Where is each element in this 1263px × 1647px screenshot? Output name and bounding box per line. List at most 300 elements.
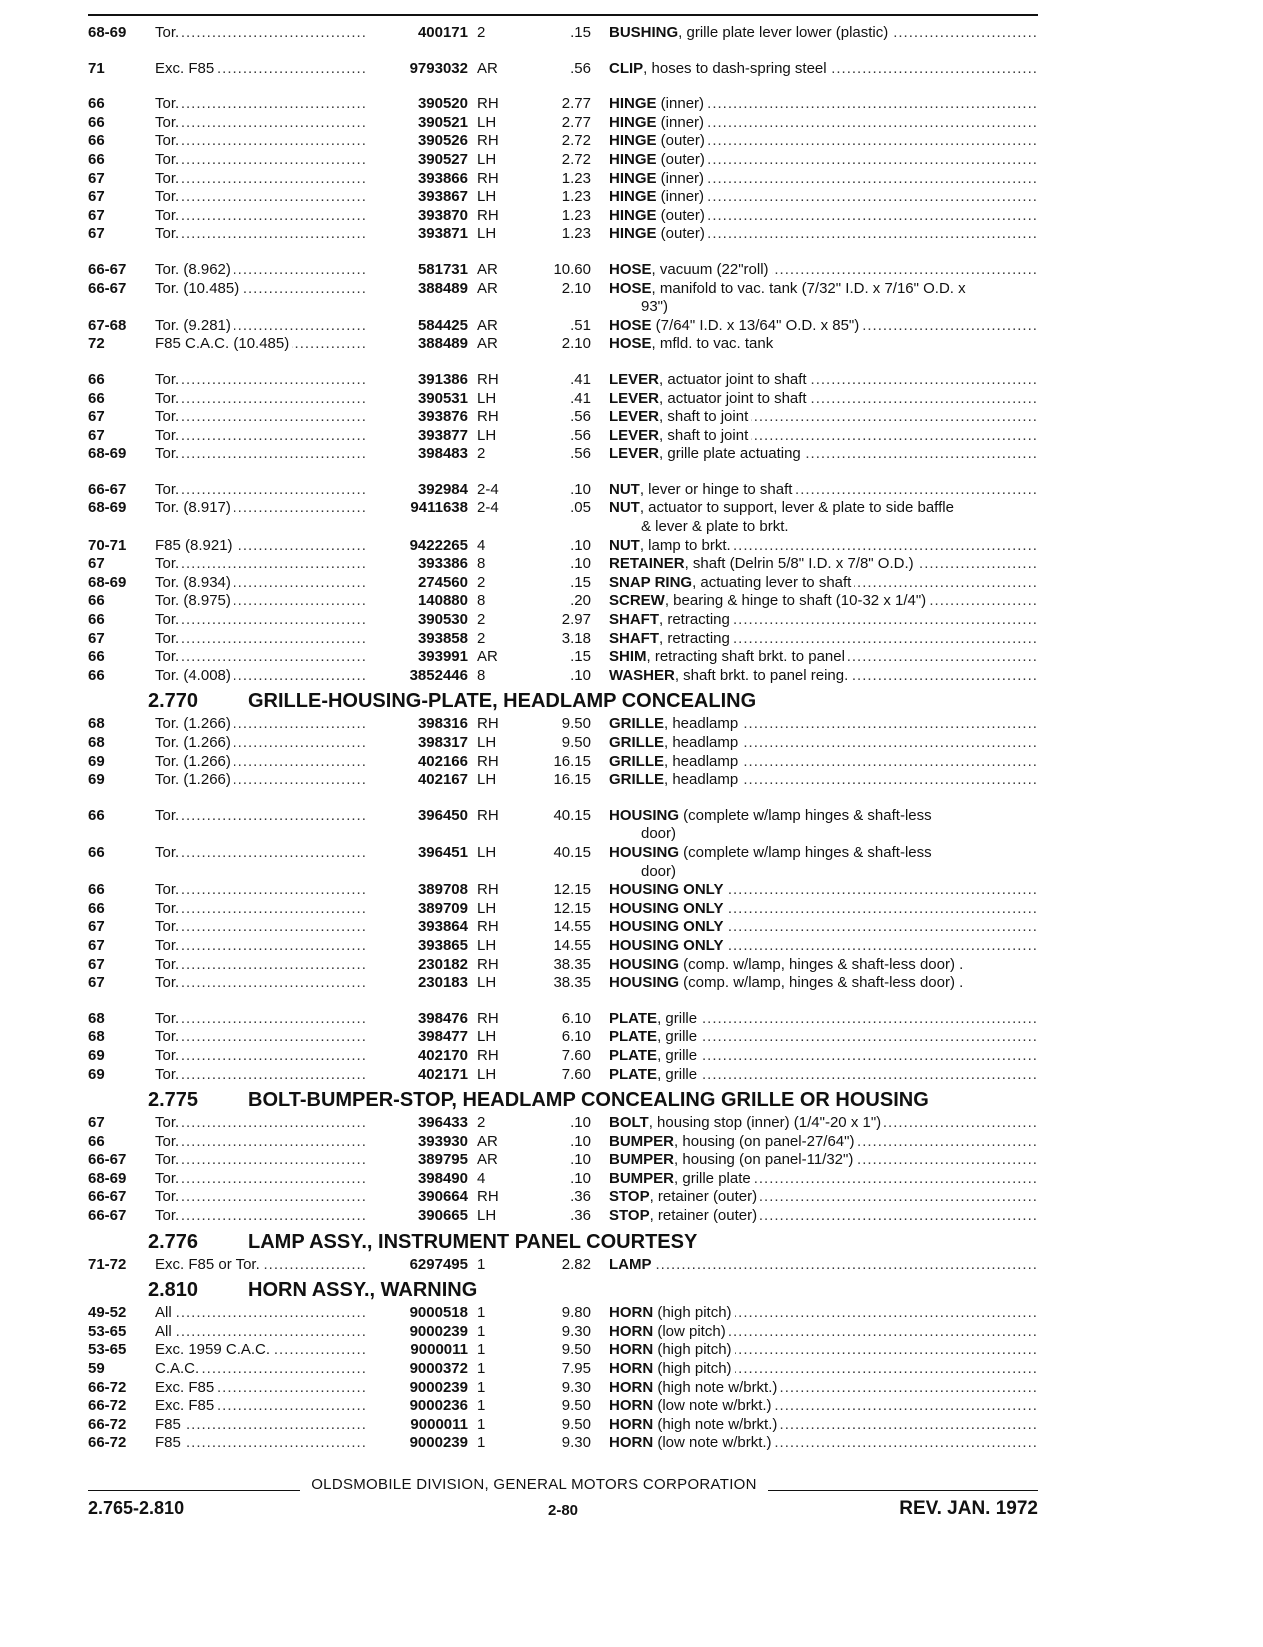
- part-row: [88, 555, 1038, 574]
- quantity: AR: [477, 260, 498, 278]
- price: .10: [570, 1114, 591, 1132]
- part-name: HORN: [609, 1434, 654, 1452]
- price: .05: [570, 499, 591, 517]
- description-text: [609, 1114, 884, 1131]
- part-name: LEVER: [609, 445, 660, 463]
- part-row: [88, 1170, 1038, 1189]
- description-text: [609, 335, 776, 352]
- quantity: AR: [477, 1132, 498, 1150]
- description-text: [609, 371, 810, 388]
- part-name: LEVER: [609, 370, 660, 388]
- part-row: [88, 207, 1038, 226]
- description: [609, 1379, 1038, 1398]
- part-number: 9793032: [368, 60, 468, 79]
- application-text: Tor.: [155, 225, 182, 242]
- part-detail: (low note w/brkt.): [653, 1397, 772, 1415]
- part-number: 3852446: [368, 667, 468, 686]
- part-name: SNAP RING: [609, 573, 693, 591]
- part-number: 230183: [368, 974, 468, 993]
- description-text: [609, 555, 917, 572]
- description: [609, 170, 1038, 189]
- parts-group-c: [88, 1114, 1038, 1226]
- application-text: Tor.: [155, 1151, 182, 1168]
- model-years: 66: [88, 881, 105, 899]
- description: [609, 1010, 1038, 1029]
- description: [609, 630, 1038, 649]
- part-row: [88, 592, 1038, 611]
- page-number: 2-80: [547, 1502, 579, 1519]
- part-number: 9411638: [368, 499, 468, 518]
- part-number: 398317: [368, 734, 468, 753]
- application-text: Tor. (8.975): [155, 592, 234, 609]
- part-number: 400171: [368, 24, 468, 43]
- section-heading-2-770: [88, 687, 1038, 715]
- price: .10: [570, 555, 591, 573]
- part-row: [88, 918, 1038, 937]
- description-text: [609, 1304, 735, 1321]
- description-text: [609, 715, 741, 732]
- description-text: [609, 1323, 729, 1340]
- price: 10.60: [553, 260, 591, 278]
- part-number: 393858: [368, 630, 468, 649]
- model-years: 71: [88, 59, 105, 77]
- parts-group-a: [88, 24, 1038, 685]
- price: .10: [570, 480, 591, 498]
- price: .15: [570, 24, 591, 41]
- description: [609, 1114, 1038, 1133]
- part-detail: , grille plate: [674, 1169, 751, 1187]
- model-years: 67: [88, 555, 105, 573]
- price: .10: [570, 1132, 591, 1150]
- part-name: GRILLE: [609, 771, 664, 789]
- price: 7.60: [561, 1046, 591, 1064]
- part-name: HOUSING: [609, 806, 680, 824]
- part-row: [88, 1341, 1038, 1360]
- application-text: Tor.: [155, 1170, 182, 1187]
- price: 9.80: [561, 1304, 591, 1322]
- description-text: [609, 900, 726, 917]
- parts-listing: [88, 24, 1038, 1453]
- description: [609, 956, 1038, 975]
- description-text: [609, 1151, 856, 1168]
- price: 3.18: [561, 629, 591, 647]
- price: .56: [570, 426, 591, 444]
- part-number: 393866: [368, 170, 468, 189]
- part-number: 230182: [368, 956, 468, 975]
- part-name: BUSHING: [609, 24, 679, 41]
- part-name: SHAFT: [609, 629, 659, 647]
- application-text: Tor.: [155, 114, 182, 131]
- application-text: All: [155, 1304, 175, 1321]
- part-name: PLATE: [609, 1046, 658, 1064]
- part-number: 402171: [368, 1066, 468, 1085]
- application-text: Tor.: [155, 881, 182, 898]
- part-name: LEVER: [609, 389, 660, 407]
- quantity: LH: [477, 389, 497, 407]
- description-text: [609, 1434, 775, 1451]
- quantity: LH: [477, 150, 497, 168]
- description-continuation: & lever & plate to brkt.: [641, 518, 789, 536]
- part-name: BOLT: [609, 1114, 649, 1132]
- part-number: 393991: [368, 648, 468, 667]
- model-years: 66-72: [88, 1397, 127, 1415]
- quantity: AR: [477, 316, 498, 334]
- part-detail: , actuating lever to shaft: [692, 573, 852, 591]
- model-years: 66-67: [88, 480, 127, 498]
- part-row: [88, 630, 1038, 649]
- description-text: [609, 648, 848, 665]
- part-row: [88, 1416, 1038, 1435]
- quantity: AR: [477, 335, 498, 353]
- model-years: 67: [88, 955, 105, 973]
- price: 9.50: [561, 1397, 591, 1415]
- description-text: [609, 630, 733, 647]
- model-years: 66-72: [88, 1415, 127, 1433]
- application-text: Tor.: [155, 807, 182, 824]
- part-detail: , headlamp: [664, 771, 739, 789]
- model-years: 53-65: [88, 1322, 127, 1340]
- description: [609, 1207, 1038, 1226]
- quantity: 2-4: [477, 499, 499, 517]
- price: 2.72: [561, 132, 591, 150]
- part-row: [88, 60, 1038, 79]
- section-range: 2.765-2.810: [88, 1498, 185, 1518]
- description: [609, 1323, 1038, 1342]
- description-text: [609, 60, 830, 77]
- part-row: [88, 937, 1038, 956]
- part-number: 396450: [368, 807, 468, 826]
- part-row: [88, 1360, 1038, 1379]
- description: [609, 1360, 1038, 1379]
- parts-group-b: [88, 715, 1038, 1084]
- part-name: STOP: [609, 1207, 650, 1225]
- description: [609, 1416, 1038, 1435]
- quantity: 4: [477, 1169, 486, 1187]
- part-name: HOUSING: [609, 843, 680, 861]
- model-years: 66-72: [88, 1434, 127, 1452]
- description: [609, 151, 1038, 170]
- quantity: 1: [477, 1434, 486, 1452]
- application-text: Tor.: [155, 611, 182, 628]
- part-number: 393386: [368, 555, 468, 574]
- part-name: STOP: [609, 1188, 650, 1206]
- model-years: 49-52: [88, 1304, 127, 1322]
- price: .56: [570, 445, 591, 463]
- model-years: 66: [88, 113, 105, 131]
- price: 1.23: [561, 169, 591, 187]
- part-name: LAMP: [609, 1255, 652, 1273]
- part-row: [88, 95, 1038, 114]
- description-text: [609, 592, 929, 609]
- part-name: HOSE: [609, 260, 652, 278]
- description-text: [609, 1341, 735, 1358]
- model-years: 67: [88, 188, 105, 206]
- description: [609, 807, 1038, 826]
- model-years: 66-67: [88, 1151, 127, 1169]
- part-number: 389708: [368, 881, 468, 900]
- description-text: [609, 95, 707, 112]
- price: 9.50: [561, 1341, 591, 1359]
- description: [609, 1066, 1038, 1085]
- description: [609, 114, 1038, 133]
- quantity: LH: [477, 974, 497, 992]
- part-detail: (inner): [656, 113, 705, 131]
- model-years: 66: [88, 132, 105, 150]
- part-name: PLATE: [609, 1028, 658, 1046]
- description: [609, 408, 1038, 427]
- price: 6.10: [561, 1028, 591, 1046]
- application-text: Tor.: [155, 1010, 182, 1027]
- model-years: 70-71: [88, 536, 127, 554]
- part-row: [88, 1207, 1038, 1226]
- part-row: [88, 280, 1038, 299]
- part-number: 390520: [368, 95, 468, 114]
- price: 9.30: [561, 1322, 591, 1340]
- model-years: 67: [88, 974, 105, 992]
- application-text: Tor.: [155, 956, 182, 973]
- model-years: 67: [88, 426, 105, 444]
- part-row: [88, 1397, 1038, 1416]
- description: [609, 317, 1038, 336]
- part-detail: , shaft brkt. to panel reing.: [674, 666, 849, 684]
- part-number: 398477: [368, 1028, 468, 1047]
- description-text: [609, 611, 733, 628]
- quantity: RH: [477, 169, 499, 187]
- part-detail: , housing (on panel-11/32"): [674, 1151, 854, 1169]
- quantity: RH: [477, 1046, 499, 1064]
- application-text: Exc. F85: [155, 1379, 217, 1396]
- model-years: 66: [88, 611, 105, 629]
- description: [609, 1151, 1038, 1170]
- description-text: [609, 1047, 700, 1064]
- model-years: 67: [88, 206, 105, 224]
- price: 12.15: [553, 881, 591, 899]
- price: .15: [570, 573, 591, 591]
- part-row: [88, 445, 1038, 464]
- model-years: 68: [88, 715, 105, 733]
- price: 7.95: [561, 1360, 591, 1378]
- description: [609, 445, 1038, 464]
- part-name: HINGE: [609, 113, 657, 131]
- model-years: 68-69: [88, 24, 127, 41]
- quantity: LH: [477, 1028, 497, 1046]
- part-detail: , shaft (Delrin 5/8" I.D. x 7/8" O.D.): [684, 555, 914, 573]
- part-number: 389795: [368, 1151, 468, 1170]
- quantity: 8: [477, 666, 486, 684]
- quantity: 2: [477, 611, 486, 629]
- description-text: [609, 667, 851, 684]
- description-text: [609, 1256, 655, 1273]
- description-text: [609, 807, 935, 824]
- part-name: NUT: [609, 536, 640, 554]
- price: 14.55: [553, 936, 591, 954]
- quantity: 1: [477, 1397, 486, 1415]
- description: [609, 753, 1038, 772]
- description: [609, 1028, 1038, 1047]
- application-text: Tor.: [155, 481, 182, 498]
- price: 1.23: [561, 188, 591, 206]
- part-row: [88, 1256, 1038, 1275]
- description-text: [609, 753, 741, 770]
- section-title: HORN ASSY., WARNING: [248, 1279, 478, 1302]
- quantity: RH: [477, 715, 499, 733]
- part-number: 391386: [368, 371, 468, 390]
- description: [609, 900, 1038, 919]
- description-text: [609, 1416, 780, 1433]
- model-years: 68-69: [88, 573, 127, 591]
- model-years: 66: [88, 806, 105, 824]
- model-years: 66: [88, 370, 105, 388]
- part-detail: , lamp to brkt.: [639, 536, 731, 554]
- part-row: [88, 667, 1038, 686]
- part-number: 402166: [368, 753, 468, 772]
- part-row: [88, 151, 1038, 170]
- description: [609, 611, 1038, 630]
- part-row: [88, 844, 1038, 863]
- description: [609, 555, 1038, 574]
- part-row: [88, 1323, 1038, 1342]
- part-name: HINGE: [609, 95, 657, 113]
- quantity: 1: [477, 1255, 486, 1273]
- part-row: [88, 1379, 1038, 1398]
- top-rule: [88, 14, 1038, 16]
- quantity: RH: [477, 806, 499, 824]
- description: [609, 715, 1038, 734]
- price: 9.50: [561, 1415, 591, 1433]
- model-years: 68: [88, 1009, 105, 1027]
- part-detail: , grille plate actuating: [659, 445, 801, 463]
- quantity: RH: [477, 370, 499, 388]
- part-row: [88, 881, 1038, 900]
- part-detail: , bearing & hinge to shaft (10-32 x 1/4"): [664, 592, 927, 610]
- part-name: HOSE: [609, 316, 652, 334]
- quantity: LH: [477, 843, 497, 861]
- part-detail: , grille: [657, 1065, 698, 1083]
- part-detail: , retracting: [659, 611, 730, 629]
- part-number: 6297495: [368, 1256, 468, 1275]
- quantity: 8: [477, 555, 486, 573]
- description: [609, 499, 1038, 518]
- application-text: Tor.: [155, 151, 182, 168]
- part-number: 581731: [368, 261, 468, 280]
- quantity: LH: [477, 188, 497, 206]
- model-years: 67: [88, 936, 105, 954]
- description-text: [609, 1133, 857, 1150]
- description: [609, 188, 1038, 207]
- quantity: AR: [477, 648, 498, 666]
- part-number: 390665: [368, 1207, 468, 1226]
- part-name: GRILLE: [609, 752, 664, 770]
- description-text: [609, 1028, 700, 1045]
- application-text: Exc. F85: [155, 60, 217, 77]
- quantity: 1: [477, 1415, 486, 1433]
- part-detail: (comp. w/lamp, hinges & shaft-less door) .: [679, 955, 964, 973]
- description: [609, 1170, 1038, 1189]
- part-name: HINGE: [609, 225, 657, 243]
- part-name: WASHER: [609, 666, 675, 684]
- application-text: Tor.: [155, 95, 182, 112]
- price: 2.77: [561, 95, 591, 113]
- model-years: 68-69: [88, 1169, 127, 1187]
- quantity: 4: [477, 536, 486, 554]
- quantity: 2-4: [477, 480, 499, 498]
- part-name: HORN: [609, 1360, 654, 1378]
- part-row: [88, 188, 1038, 207]
- application-text: Tor.: [155, 170, 182, 187]
- description-text: [609, 1010, 700, 1027]
- part-detail: , hoses to dash-spring steel: [643, 59, 827, 77]
- part-name: NUT: [609, 480, 640, 498]
- part-number: 9000011: [368, 1341, 468, 1360]
- quantity: LH: [477, 771, 497, 789]
- application-text: Tor.: [155, 1047, 182, 1064]
- description-text: [609, 188, 707, 205]
- part-detail: (high note w/brkt.): [653, 1378, 778, 1396]
- price: .15: [570, 648, 591, 666]
- model-years: 66: [88, 150, 105, 168]
- part-detail: (high pitch): [653, 1341, 732, 1359]
- description: [609, 771, 1038, 790]
- revision-date: REV. JAN. 1972: [899, 1498, 1038, 1519]
- description-continuation: 93"): [641, 298, 669, 316]
- part-detail: , vacuum (22"roll): [651, 260, 769, 278]
- part-number: 9422265: [368, 537, 468, 556]
- application-text: All: [155, 1323, 175, 1340]
- part-name: HOUSING ONLY: [609, 881, 724, 899]
- application-text: Tor. (10.485): [155, 280, 242, 297]
- part-number: 393930: [368, 1133, 468, 1152]
- part-row: [88, 974, 1038, 993]
- description-text: [609, 844, 935, 861]
- quantity: 1: [477, 1378, 486, 1396]
- price: 2.10: [561, 335, 591, 353]
- description: [609, 95, 1038, 114]
- model-years: 66-72: [88, 1378, 127, 1396]
- price: .20: [570, 592, 591, 610]
- part-row-continuation: [88, 863, 1038, 882]
- price: 16.15: [553, 752, 591, 770]
- part-row: [88, 1133, 1038, 1152]
- quantity: 1: [477, 1341, 486, 1359]
- part-name: HINGE: [609, 132, 657, 150]
- part-detail: , housing stop (inner) (1/4"-20 x 1"): [648, 1114, 882, 1132]
- part-number: 392984: [368, 481, 468, 500]
- part-number: 402170: [368, 1047, 468, 1066]
- footer-rule: [88, 1476, 1038, 1496]
- description-text: [609, 114, 707, 131]
- application-text: Tor.: [155, 918, 182, 935]
- section-number: 2.776: [148, 1230, 199, 1253]
- footer-rule-right: [768, 1490, 1038, 1491]
- price: .10: [570, 1151, 591, 1169]
- part-number: 396433: [368, 1114, 468, 1133]
- part-detail: , grille: [657, 1009, 698, 1027]
- part-detail: , housing (on panel-27/64"): [674, 1132, 855, 1150]
- description: [609, 24, 1038, 43]
- description-text: [609, 207, 708, 224]
- description-text: [609, 445, 804, 462]
- part-name: HORN: [609, 1322, 654, 1340]
- part-row: [88, 24, 1038, 43]
- application-text: Tor. (9.281): [155, 317, 234, 334]
- quantity: LH: [477, 426, 497, 444]
- description: [609, 574, 1038, 593]
- model-years: 69: [88, 771, 105, 789]
- price: .56: [570, 408, 591, 426]
- part-name: SHAFT: [609, 611, 659, 629]
- application-text: Tor.: [155, 1066, 182, 1083]
- model-years: 67-68: [88, 316, 127, 334]
